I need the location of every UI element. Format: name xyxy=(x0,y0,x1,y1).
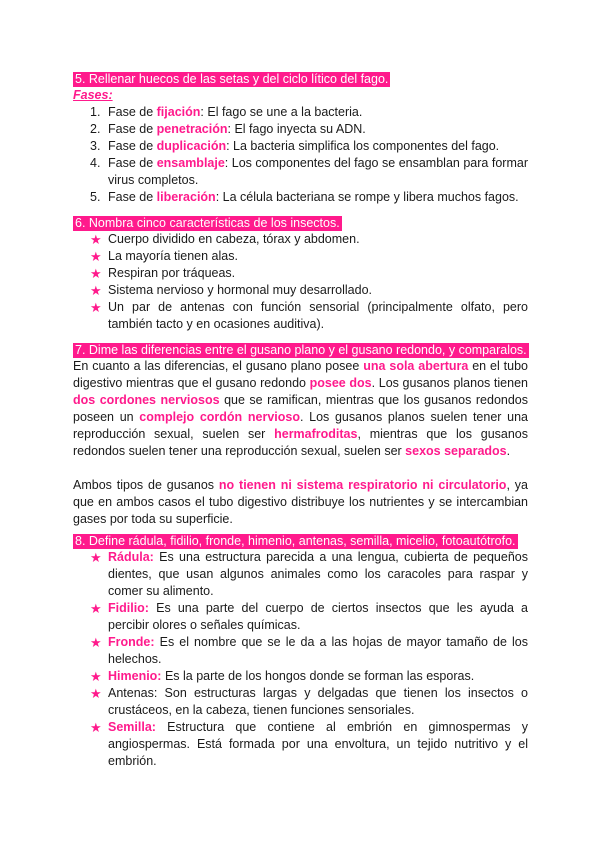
star-bullet-icon: ★ xyxy=(90,635,102,650)
list-item: 3. Fase de duplicación: La bacteria simplifica los componentes del fago. xyxy=(90,139,500,153)
question-7 xyxy=(73,343,528,528)
star-bullet-icon: ★ xyxy=(90,232,102,247)
list-item: ★ Cuerpo dividido en cabeza, tórax y abdomen. xyxy=(90,232,360,247)
list-item: 4. Fase de ensamblaje: Los componentes del fago se ensamblan para formar virus completos. xyxy=(90,156,528,187)
worms-differences-paragraph: En cuanto a las diferencias, el gusano plano posee una sola abertura en el tubo digestivo mientras que el gusano redondo posee dos. Los gusanos planos tienen dos cordones nerviosos que se ramifican, mientras que los gusanos redondos poseen un complejo cordón nervioso. Los gusanos planos suelen tener una reproducción sexual, suelen ser hermafroditas, mientras que los gusanos redondos suelen tener una reproducción sexual, suelen ser sexos separados. xyxy=(73,359,529,458)
question-7-heading: 7. Dime las diferencias entre el gusano plano y el gusano redondo, y comparalos. xyxy=(75,343,527,357)
list-item: ★ Un par de antenas con función sensorial (principalmente olfato, pero también tacto y en ocasiones auditiva). xyxy=(90,300,528,331)
list-item: ★ Sistema nervioso y hormonal muy desarrollado. xyxy=(90,283,373,298)
phases-list xyxy=(73,104,528,206)
question-5-heading: 5. Rellenar huecos de las setas y del ciclo lítico del fago. xyxy=(75,72,389,86)
question-6-heading: 6. Nombra cinco características de los insectos. xyxy=(75,216,340,230)
star-bullet-icon: ★ xyxy=(90,300,102,315)
list-item: ★ Antenas: Son estructuras largas y delgadas que tienen los insectos o crustáceos, en la cabeza, tienen funciones sensoriales. xyxy=(90,686,528,717)
star-bullet-icon: ★ xyxy=(90,669,102,684)
star-bullet-icon: ★ xyxy=(90,550,102,565)
list-item: 2. Fase de penetración: El fago inyecta su ADN. xyxy=(90,122,366,136)
question-8 xyxy=(73,534,528,770)
list-item: ★ La mayoría tienen alas. xyxy=(90,249,238,264)
star-bullet-icon: ★ xyxy=(90,720,102,735)
list-item: ★ Semilla: Estructura que contiene al embrión en gimnospermas y angiospermas. Está formada por una envoltura, un tejido nutritivo y el embrión. xyxy=(90,720,528,768)
star-bullet-icon: ★ xyxy=(90,686,102,701)
star-bullet-icon: ★ xyxy=(90,283,102,298)
definitions-list xyxy=(73,549,528,770)
list-item: ★ Himenio: Es la parte de los hongos donde se forman las esporas. xyxy=(90,669,475,684)
list-item: ★ Respiran por tráqueas. xyxy=(90,266,236,281)
worms-comparison-paragraph: Ambos tipos de gusanos no tienen ni sistema respiratorio ni circulatorio, ya que en ambos casos el tubo digestivo distribuye los nutrientes y se intercambian gases por toda su superficie. xyxy=(73,478,528,526)
star-bullet-icon: ★ xyxy=(90,266,102,281)
phases-subheading: Fases: xyxy=(73,88,113,102)
list-item: ★ Rádula: Es una estructura parecida a una lengua, cubierta de pequeños dientes, que usan algunos animales como los caracoles para raspar y comer su alimento. xyxy=(90,550,528,598)
star-bullet-icon: ★ xyxy=(90,601,102,616)
list-item: 5. Fase de liberación: La célula bacteriana se rompe y libera muchos fagos. xyxy=(90,190,519,204)
question-6 xyxy=(73,216,528,333)
star-bullet-icon: ★ xyxy=(90,249,102,264)
list-item: 1. Fase de fijación: El fago se une a la bacteria. xyxy=(90,105,363,119)
list-item: ★ Fronde: Es el nombre que se le da a las hojas de mayor tamaño de los helechos. xyxy=(90,635,528,666)
question-5 xyxy=(73,72,528,206)
list-item: ★ Fidilio: Es una parte del cuerpo de ciertos insectos que les ayuda a percibir olores o señales químicas. xyxy=(90,601,528,632)
question-8-heading: 8. Define rádula, fidilio, fronde, himenio, antenas, semilla, micelio, fotoautótrofo. xyxy=(75,534,516,548)
insect-characteristics-list xyxy=(73,231,528,333)
